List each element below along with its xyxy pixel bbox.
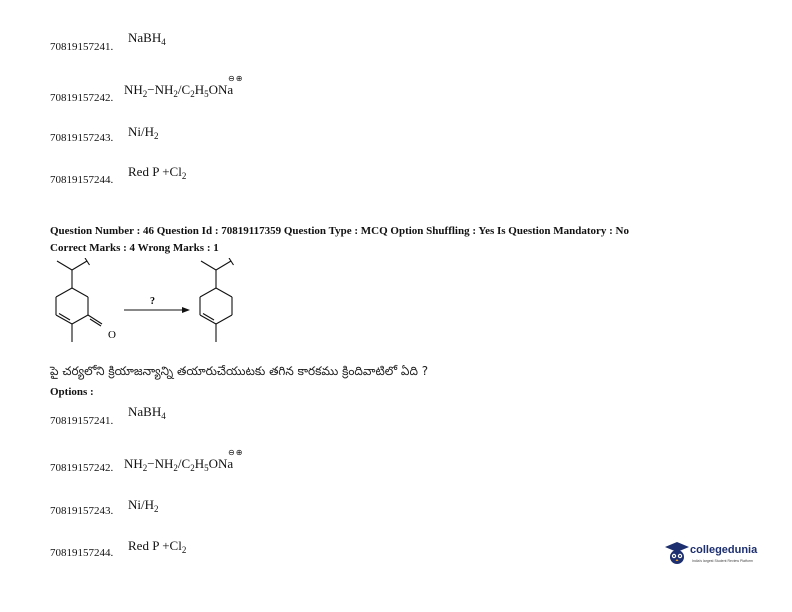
formula-text: NaBH$_4$ — [128, 30, 166, 47]
graduate-owl-icon — [664, 540, 690, 566]
product-structure — [200, 258, 234, 342]
formula-text: Red $P +Cl_2$ — [128, 538, 187, 555]
reactant-structure — [56, 258, 102, 342]
brand-name: collegedunia — [690, 544, 758, 556]
formula-text: $NH_2-NH_2/C_2H_5ONa$ — [124, 456, 234, 473]
formula-text: $Ni/H_2$ — [128, 124, 159, 141]
formula-text: NaBH$_4$ — [128, 404, 166, 421]
formula-text: $Ni/H_2$ — [128, 497, 159, 514]
option-id: 70819157244. — [50, 547, 114, 559]
arrow-head — [182, 307, 190, 313]
option-id: 70819157243. — [50, 505, 114, 517]
formula-text: Red $P +Cl_2$ — [128, 164, 187, 181]
reagent-question-mark: ? — [150, 296, 155, 307]
formula-text: $NH_2-NH_2/C_2H_5ONa$ — [124, 82, 234, 99]
formula-block — [124, 74, 244, 99]
option-id: 70819157244. — [50, 174, 114, 186]
options-label: Options : — [50, 386, 94, 398]
reaction-scheme — [50, 258, 250, 358]
charge-symbols: ⊖⊕ — [228, 448, 244, 457]
charge-symbols: ⊖⊕ — [228, 74, 244, 83]
question-text: పై చర్యలోని క్రియాజన్యాన్ని తయారుచేయుటకు తగిన కారకము క్రిందివాటిలో ఏది ? — [50, 364, 429, 378]
marks-line: Correct Marks : 4 Wrong Marks : 1 — [50, 242, 219, 254]
option-id: 70819157241. — [50, 415, 114, 427]
oxygen-label: O — [108, 329, 116, 341]
brand-tagline: India's largest Student Review Platform — [692, 559, 753, 563]
collegedunia-logo — [664, 538, 764, 572]
formula-block — [124, 448, 244, 473]
option-id: 70819157243. — [50, 132, 114, 144]
option-id: 70819157241. — [50, 41, 114, 53]
option-id: 70819157242. — [50, 92, 114, 104]
question-header: Question Number : 46 Question Id : 70819117359 Question Type : MCQ Option Shuffling : Yes Is Question Mandatory : No — [50, 225, 629, 237]
option-id: 70819157242. — [50, 462, 114, 474]
